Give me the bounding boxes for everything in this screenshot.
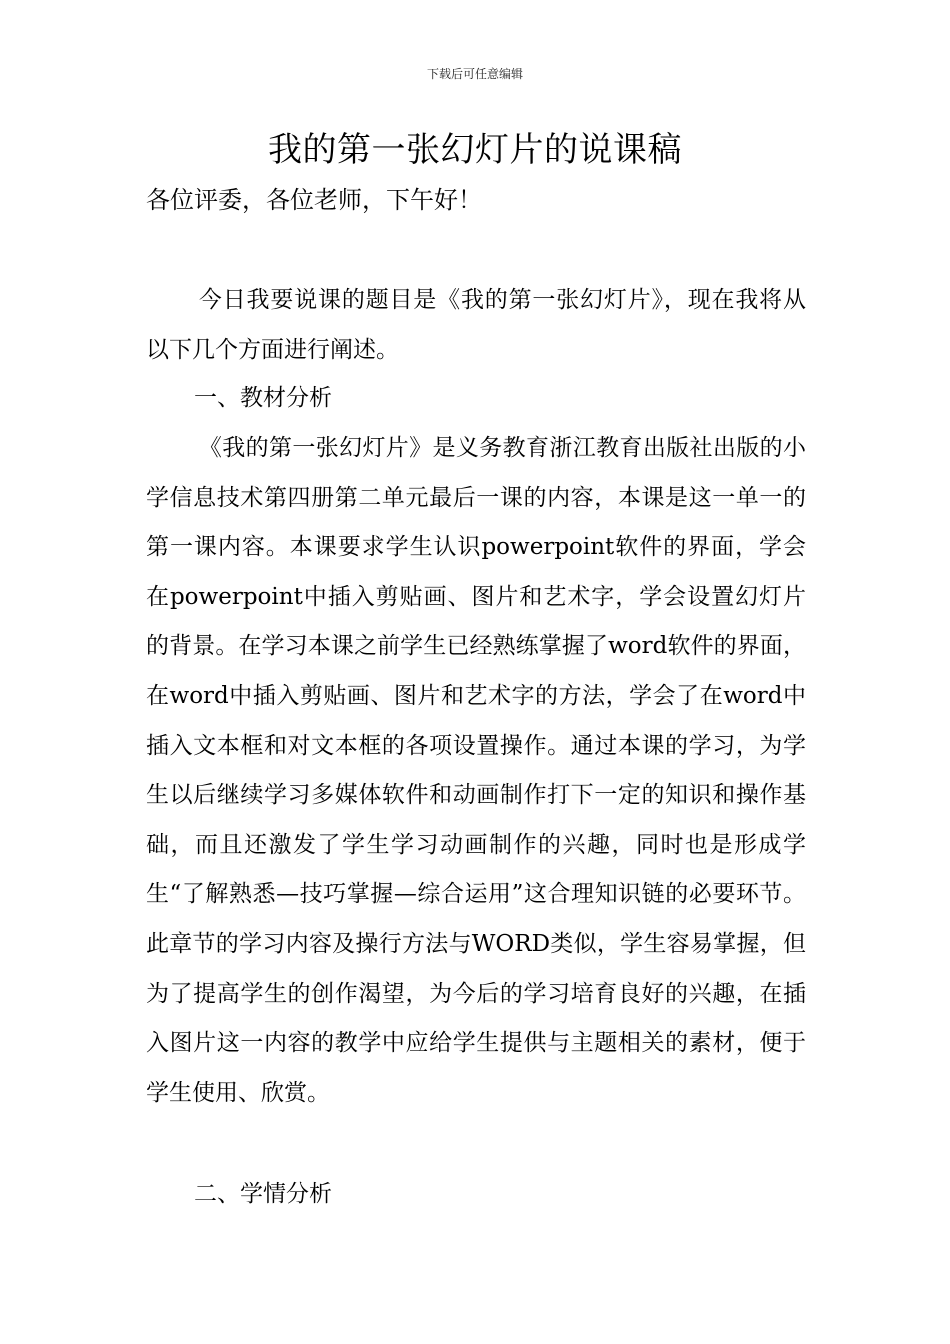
section-heading-materials: 一、教材分析 xyxy=(194,385,332,411)
page-title: 我的第一张幻灯片的说课稿 xyxy=(268,130,682,170)
intro-paragraph: 今日我要说课的题目是《我的第一张幻灯片》，现在我将从以下几个方面进行阐述。 xyxy=(146,287,806,363)
section-heading-students: 二、学情分析 xyxy=(194,1181,332,1207)
greeting-line: 各位评委，各位老师，下午好！ xyxy=(146,186,482,214)
header-note: 下载后可任意编辑 xyxy=(426,67,523,81)
materials-paragraph: 《我的第一张幻灯片》是义务教育浙江教育出版社出版的小学信息技术第四册第二单元最后一课的内容，本课是这一单一的第一课内容。本课要求学生认识powerpoint软件的界面，学会在powerpoint中插入剪贴画、图片和艺术字，学会设置幻灯片的背景。在学习本课之前学生已经熟练掌握了word软件的界面，在word中插入剪贴画、图片和艺术字的方法，学会了在word中插入文本框和对文本框的各项设置操作。通过本课的学习，为学生以后继续学习多媒体软件和动画制作打下一定的知识和操作基础，而且还激发了学生学习动画制作的兴趣，同时也是形成学生“了解熟悉—技巧掌握—综合运用”这合理知识链的必要环节。此章节的学习内容及操行方法与WORD类似，学生容易掌握，但为了提高学生的创作渴望，为今后的学习培育良好的兴趣，在插入图片这一内容的教学中应给学生提供与主题相关的素材，便于学生使用、欣赏。 xyxy=(146,435,806,1106)
